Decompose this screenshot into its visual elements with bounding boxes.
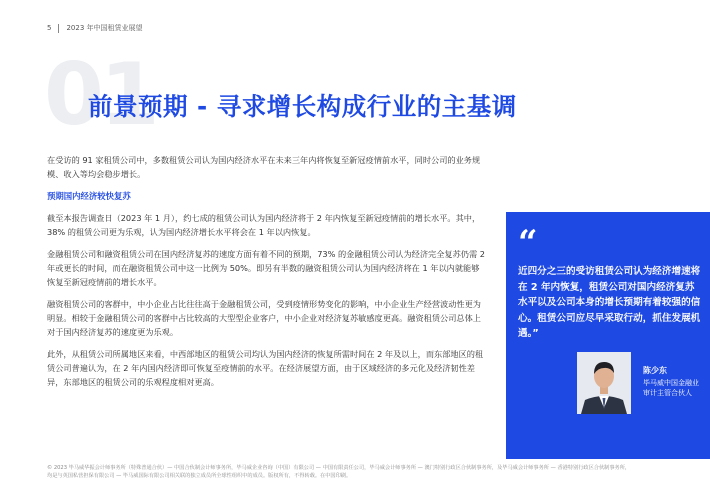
body-paragraph: 此外，从租赁公司所属地区来看，中西部地区的租赁公司均认为国内经济的恢复所需时间在 2 年及以上，而东部地区的租赁公司普遍认为，在 2 年内国内经济即可恢复至疫情前的水平。在经济展望方面，由于区域经济的多元化及经济韧性差异，东部地区的租赁公司的乐观程度相对更高。 <box>47 349 484 387</box>
header-divider <box>58 24 59 33</box>
quote-text: 近四分之三的受访租赁公司认为经济增速将在 2 年内恢复，租赁公司对国内经济复苏水平以及公司本身的增长预期有着较强的信心。租赁公司应尽早采取行动，抓住发展机遇。” <box>518 266 701 340</box>
subheading: 预期国内经济较快复苏 <box>47 191 131 201</box>
quote-mark-icon: “ <box>518 223 538 263</box>
quote-box <box>506 212 710 459</box>
intro-paragraph: 在受访的 91 家租赁公司中，多数租赁公司认为国内经济水平在未来三年内将恢复至新冠疫情前水平，同时公司的业务规模、收入等均会稳步增长。 <box>47 155 481 179</box>
body-text-column <box>47 153 487 397</box>
page-header <box>47 23 143 33</box>
person-silhouette-icon <box>577 352 631 414</box>
copyright-footer: © 2023 毕马威华振会计师事务所（特殊普通合伙）— 中国合伙制会计师事务所，毕马威企业咨询（中国）有限公司 — 中国有限责任公司，毕马威会计师事务所 — 澳门特别行政区合伙制事务所，及毕马威会计师事务所 — 香港特别行政区合伙制事务所，均是与英国私营担保有限公司 — 毕马威国际有限公司相关联的独立成员所全球性组织中的成员。版权所有，不得转载。在中国印刷。 <box>47 465 631 479</box>
page-number: 5 <box>47 24 52 32</box>
body-paragraph: 金融租赁公司和融资租赁公司在国内经济复苏的速度方面有着不同的预期，73% 的金融租赁公司认为经济完全复苏仍需 2 年或更长的时间，而在融资租赁公司中这一比例为 50%。即另有半数的融资租赁公司认为国内经济将在 1 年以内就能够恢复至新冠疫情前的增长水平。 <box>47 249 485 287</box>
body-paragraph: 融资租赁公司的客群中，中小企业占比往往高于金融租赁公司，受到疫情形势变化的影响，中小企业生产经营波动性更为明显。相较于金融租赁公司的客群中占比较高的大型型企业客户，中小企业对经济复苏敏感度更高。融资租赁公司总体上对于国内经济复苏的速度更为乐观。 <box>47 299 481 337</box>
section-number: 01 <box>44 45 156 145</box>
section-title: 前景预期 - 寻求增长构成行业的主基调 <box>88 92 517 121</box>
body-paragraph: 截至本报告调查日（2023 年 1 月），约七成的租赁公司认为国内经济将于 2 年内恢复至新冠疫情前的增长水平。其中，38% 的租赁公司更为乐观，认为国内经济增长水平将会在 1 年以内恢复。 <box>47 213 481 237</box>
person-portrait <box>577 352 631 414</box>
person-title: 毕马威中国金融业审计主管合伙人 <box>643 379 699 397</box>
report-title: 2023 年中国租赁业展望 <box>66 24 143 32</box>
person-name: 陈少东 <box>643 366 667 375</box>
